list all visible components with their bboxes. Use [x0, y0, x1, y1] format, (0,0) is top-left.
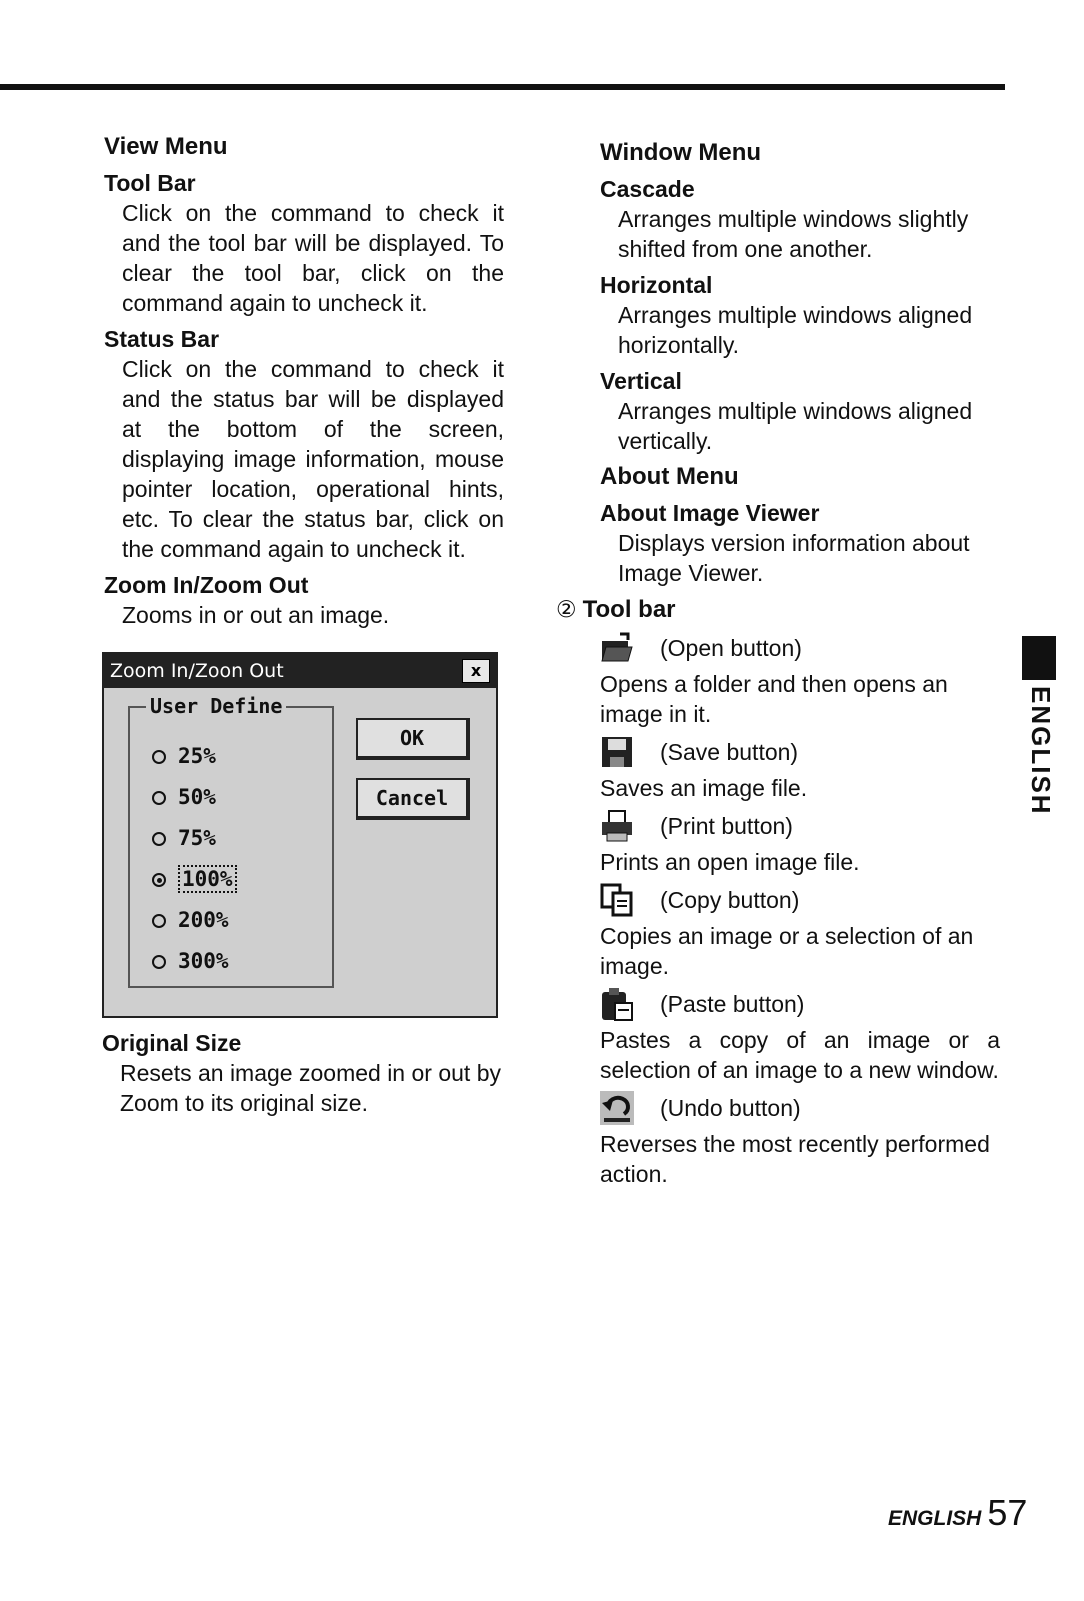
paste-clipboard-icon	[600, 987, 634, 1021]
about-viewer-heading: About Image Viewer	[600, 500, 820, 526]
radio-icon	[152, 791, 166, 805]
about-viewer-text: Displays version information about Image Viewer.	[618, 530, 970, 586]
print-button-label: (Print button)	[660, 813, 793, 839]
language-side-tab	[1022, 636, 1062, 816]
horizontal-heading: Horizontal	[600, 272, 713, 298]
radio-option-75[interactable]: 75%	[152, 826, 216, 850]
dialog-title-bar	[104, 654, 496, 688]
original-size-section	[102, 1028, 502, 1124]
radio-icon	[152, 832, 166, 846]
page-number: 57	[987, 1492, 1028, 1533]
radio-icon	[152, 955, 166, 969]
undo-button-text: Reverses the most recently performed action.	[600, 1131, 990, 1187]
page-footer	[888, 1492, 1027, 1534]
radio-icon	[152, 914, 166, 928]
vertical-heading: Vertical	[600, 368, 682, 394]
undo-button-row	[600, 1091, 1000, 1125]
dialog-title: Zoom In/Zoon Out	[110, 660, 284, 682]
tool-bar-heading: Tool Bar	[104, 170, 196, 196]
zoom-text: Zooms in or out an image.	[122, 602, 390, 628]
undo-icon	[600, 1091, 634, 1125]
horizontal-text: Arranges multiple windows aligned horizontally.	[618, 302, 973, 358]
save-button-text: Saves an image file.	[600, 775, 808, 801]
zoom-dialog	[102, 652, 498, 1018]
radio-checked-icon	[152, 873, 166, 887]
copy-button-label: (Copy button)	[660, 887, 800, 913]
radio-option-300[interactable]: 300%	[152, 949, 229, 973]
toolbar-heading: ② Tool bar	[556, 596, 676, 623]
section-number: ②	[556, 596, 577, 622]
cascade-heading: Cascade	[600, 176, 695, 202]
open-button-text: Opens a folder and then opens an image in it.	[600, 671, 948, 727]
print-button-row	[600, 809, 1000, 843]
left-column	[104, 132, 504, 636]
close-button[interactable]: x	[462, 659, 490, 683]
original-size-text: Resets an image zoomed in or out by Zoom to its original size.	[120, 1060, 501, 1116]
vertical-text: Arranges multiple windows aligned vertically.	[618, 398, 973, 454]
open-button-row	[600, 631, 1000, 665]
open-button-label: (Open button)	[660, 635, 802, 661]
cascade-text: Arranges multiple windows slightly shifted from one another.	[618, 206, 969, 262]
save-button-row	[600, 735, 1000, 769]
copy-button-text: Copies an image or a selection of an image.	[600, 923, 974, 979]
group-label: User Define	[146, 694, 286, 718]
print-button-text: Prints an open image file.	[600, 849, 860, 875]
top-rule	[0, 84, 1005, 90]
view-menu-heading: View Menu	[104, 133, 228, 160]
window-menu-heading: Window Menu	[600, 139, 762, 166]
radio-option-200[interactable]: 200%	[152, 908, 229, 932]
copy-button-row	[600, 883, 1000, 917]
copy-icon	[600, 883, 634, 917]
paste-button-label: (Paste button)	[660, 991, 805, 1017]
ok-button[interactable]: OK	[356, 718, 470, 760]
zoom-heading: Zoom In/Zoom Out	[104, 572, 309, 598]
cancel-button[interactable]: Cancel	[356, 778, 470, 820]
original-size-heading: Original Size	[102, 1030, 242, 1056]
paste-button-row	[600, 987, 1000, 1021]
about-menu-heading: About Menu	[600, 463, 739, 490]
paste-button-text: Pastes a copy of an image or a selection of an image to a new window.	[600, 1027, 1000, 1083]
radio-option-50[interactable]: 50%	[152, 785, 216, 809]
status-bar-heading: Status Bar	[104, 326, 220, 352]
undo-button-label: (Undo button)	[660, 1095, 801, 1121]
right-column	[556, 138, 1000, 1195]
save-button-label: (Save button)	[660, 739, 799, 765]
radio-icon	[152, 750, 166, 764]
status-bar-text: Click on the command to check it and the status bar will be displayed at the bottom of the screen, displaying image information, mouse pointer location, operational hints, etc. To clear the status bar, click on the command again to uncheck it.	[122, 356, 504, 562]
side-tab-block	[1022, 636, 1056, 680]
tool-bar-text: Click on the command to check it and the tool bar will be displayed. To clear the tool bar, click on the command again to uncheck it.	[122, 200, 504, 316]
save-disk-icon	[600, 735, 634, 769]
footer-language: ENGLISH	[888, 1507, 982, 1530]
radio-option-25[interactable]: 25%	[152, 744, 216, 768]
printer-icon	[600, 809, 634, 843]
side-tab-label: ENGLISH	[1026, 686, 1056, 816]
open-folder-icon	[600, 631, 634, 665]
radio-option-100[interactable]: 100%	[152, 867, 237, 891]
